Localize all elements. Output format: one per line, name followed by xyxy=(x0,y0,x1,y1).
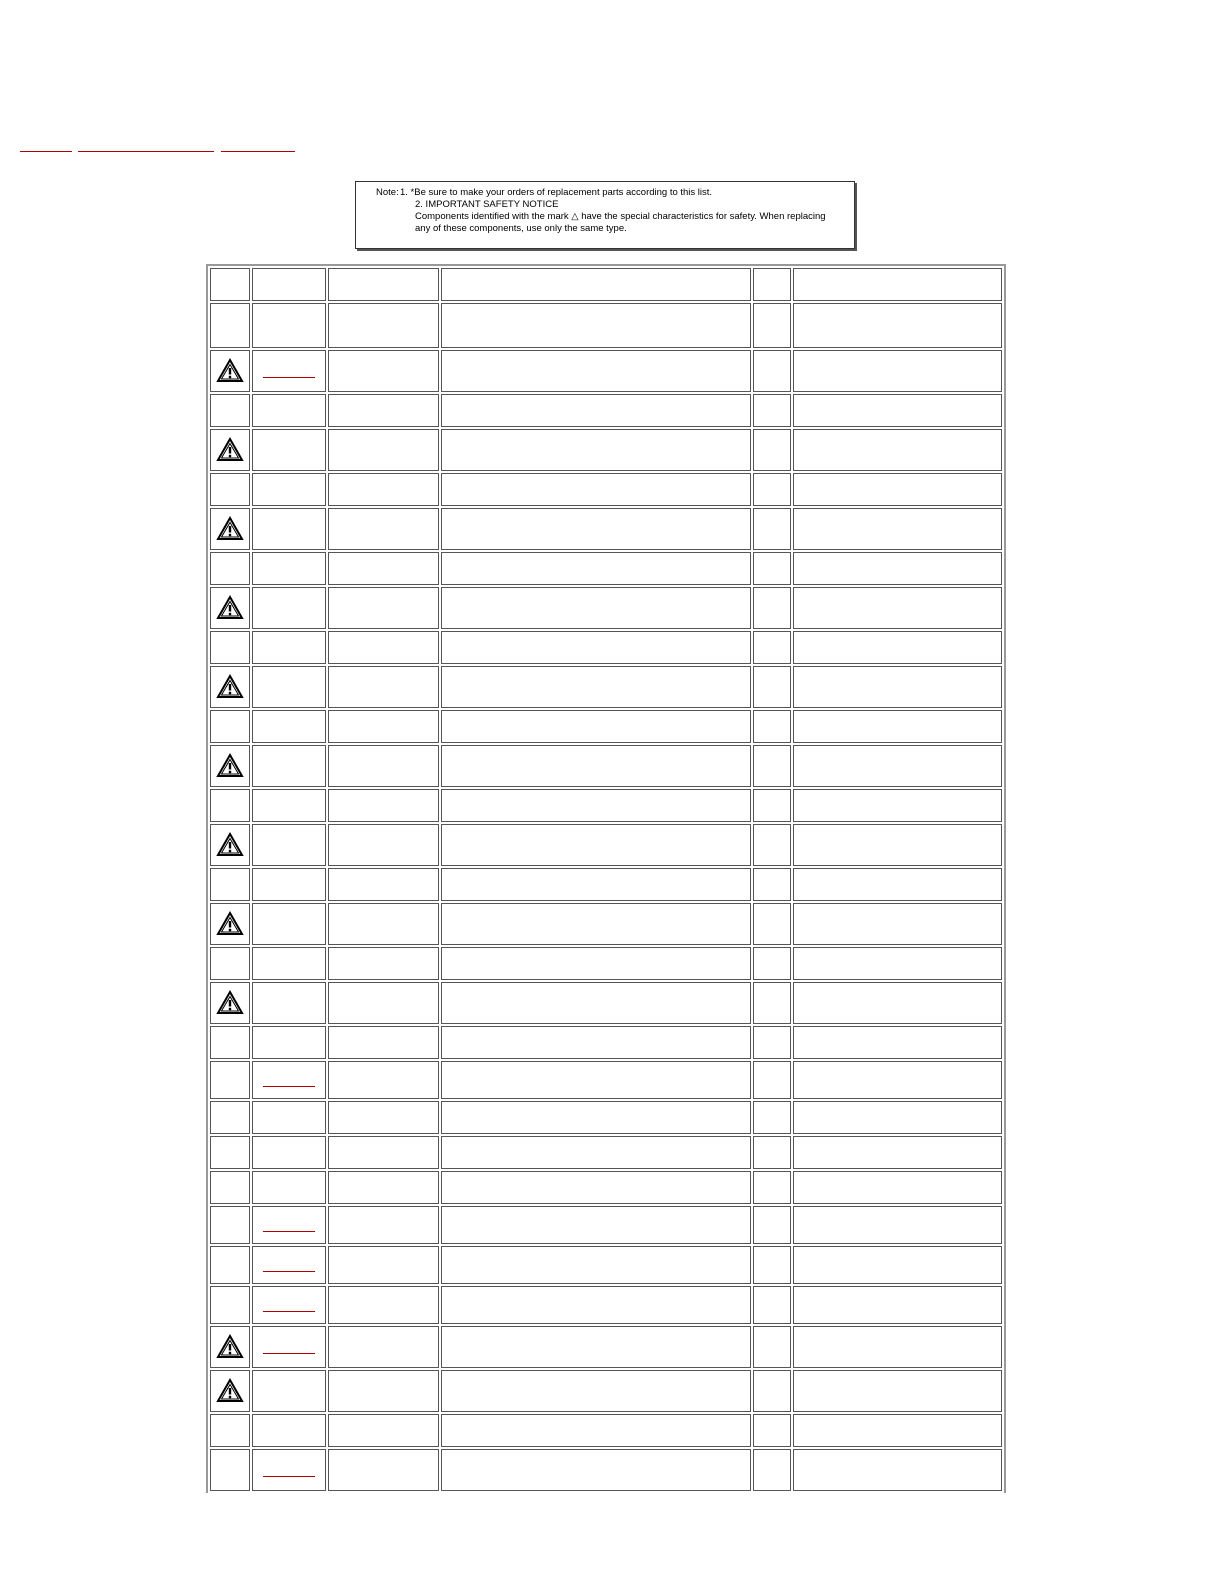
table-row xyxy=(210,1171,1002,1204)
safety-mark-cell xyxy=(210,394,250,427)
remarks-cell xyxy=(793,1326,1002,1368)
part-no-cell xyxy=(328,868,438,901)
qty-cell xyxy=(753,1061,791,1099)
part-no-cell xyxy=(328,1246,438,1284)
description-cell xyxy=(441,508,752,550)
qty-cell xyxy=(753,1101,791,1134)
remarks-cell xyxy=(793,1171,1002,1204)
part-no-cell xyxy=(328,552,438,585)
remarks-cell xyxy=(793,789,1002,822)
table-row xyxy=(210,982,1002,1024)
part-no-cell xyxy=(328,508,438,550)
note-line-2: 2. IMPORTANT SAFETY NOTICE xyxy=(415,199,559,210)
reference-link[interactable] xyxy=(263,1343,315,1354)
qty-cell xyxy=(753,666,791,708)
description-cell xyxy=(441,710,752,743)
table-row xyxy=(210,824,1002,866)
remarks-cell xyxy=(793,1449,1002,1491)
ref-cell xyxy=(252,508,326,550)
safety-mark-cell xyxy=(210,868,250,901)
remarks-cell xyxy=(793,552,1002,585)
warning-triangle-icon xyxy=(216,362,244,379)
description-cell xyxy=(441,1286,752,1324)
description-cell xyxy=(441,666,752,708)
table-row xyxy=(210,350,1002,392)
ref-cell xyxy=(252,1171,326,1204)
table-row xyxy=(210,303,1002,348)
description-cell xyxy=(441,552,752,585)
ref-cell xyxy=(252,1449,326,1491)
qty-cell xyxy=(753,552,791,585)
table-row xyxy=(210,1026,1002,1059)
qty-cell xyxy=(753,394,791,427)
note-line-1: 1. *Be sure to make your orders of replacement parts according to this list. xyxy=(400,187,713,198)
qty-cell xyxy=(753,1449,791,1491)
qty-cell xyxy=(753,631,791,664)
safety-mark-cell xyxy=(210,1449,250,1491)
ref-cell xyxy=(252,429,326,471)
safety-mark-cell xyxy=(210,1206,250,1244)
ref-cell xyxy=(252,903,326,945)
ref-cell xyxy=(252,473,326,506)
ref-cell xyxy=(252,268,326,301)
table-row xyxy=(210,268,1002,301)
warning-triangle-icon xyxy=(216,599,244,616)
table-row xyxy=(210,1286,1002,1324)
part-no-cell xyxy=(328,1136,438,1169)
table-row xyxy=(210,1449,1002,1491)
remarks-cell xyxy=(793,268,1002,301)
description-cell xyxy=(441,1171,752,1204)
ref-cell xyxy=(252,350,326,392)
description-cell xyxy=(441,903,752,945)
part-no-cell xyxy=(328,947,438,980)
remarks-cell xyxy=(793,868,1002,901)
table-row xyxy=(210,587,1002,629)
description-cell xyxy=(441,1246,752,1284)
remarks-cell xyxy=(793,947,1002,980)
note-line-4: any of these components, use only the same type. xyxy=(415,223,627,234)
remarks-cell xyxy=(793,303,1002,348)
description-cell xyxy=(441,1414,752,1447)
safety-mark-cell xyxy=(210,1326,250,1368)
safety-mark-cell xyxy=(210,1414,250,1447)
table-row xyxy=(210,745,1002,787)
description-cell xyxy=(441,824,752,866)
description-cell xyxy=(441,868,752,901)
remarks-cell xyxy=(793,1370,1002,1412)
remarks-cell xyxy=(793,982,1002,1024)
description-cell xyxy=(441,982,752,1024)
remarks-cell xyxy=(793,710,1002,743)
ref-cell xyxy=(252,394,326,427)
safety-mark-cell xyxy=(210,631,250,664)
safety-mark-cell xyxy=(210,982,250,1024)
table-row xyxy=(210,1061,1002,1099)
description-cell xyxy=(441,1449,752,1491)
ref-cell xyxy=(252,982,326,1024)
description-cell xyxy=(441,350,752,392)
qty-cell xyxy=(753,473,791,506)
ref-cell xyxy=(252,868,326,901)
part-no-cell xyxy=(328,1414,438,1447)
description-cell xyxy=(441,1326,752,1368)
qty-cell xyxy=(753,587,791,629)
safety-mark-cell xyxy=(210,587,250,629)
ref-cell xyxy=(252,1206,326,1244)
warning-triangle-icon xyxy=(216,1382,244,1399)
table-row xyxy=(210,666,1002,708)
qty-cell xyxy=(753,1246,791,1284)
description-cell xyxy=(441,268,752,301)
ref-cell xyxy=(252,1136,326,1169)
ref-cell xyxy=(252,552,326,585)
ref-cell xyxy=(252,631,326,664)
part-no-cell xyxy=(328,666,438,708)
note-line-3: Components identified with the mark △ have the special characteristics for safety. When replacing xyxy=(415,211,826,222)
qty-cell xyxy=(753,982,791,1024)
qty-cell xyxy=(753,1171,791,1204)
qty-cell xyxy=(753,1326,791,1368)
safety-mark-cell xyxy=(210,789,250,822)
ref-cell xyxy=(252,1286,326,1324)
table-row xyxy=(210,1101,1002,1134)
safety-mark-cell xyxy=(210,1370,250,1412)
safety-mark-cell xyxy=(210,903,250,945)
description-cell xyxy=(441,1061,752,1099)
description-cell xyxy=(441,473,752,506)
part-no-cell xyxy=(328,1101,438,1134)
remarks-cell xyxy=(793,473,1002,506)
table-row xyxy=(210,1326,1002,1368)
ref-cell xyxy=(252,1026,326,1059)
safety-mark-cell xyxy=(210,1171,250,1204)
safety-mark-cell xyxy=(210,824,250,866)
safety-mark-cell xyxy=(210,1026,250,1059)
remarks-cell xyxy=(793,1414,1002,1447)
part-no-cell xyxy=(328,303,438,348)
table-row xyxy=(210,710,1002,743)
remarks-cell xyxy=(793,350,1002,392)
remarks-cell xyxy=(793,1246,1002,1284)
safety-mark-cell xyxy=(210,745,250,787)
part-no-cell xyxy=(328,473,438,506)
qty-cell xyxy=(753,268,791,301)
warning-triangle-icon xyxy=(216,520,244,537)
qty-cell xyxy=(753,824,791,866)
warning-triangle-icon xyxy=(216,1338,244,1355)
reference-link[interactable] xyxy=(263,1466,315,1477)
table-row xyxy=(210,631,1002,664)
description-cell xyxy=(441,303,752,348)
ref-cell xyxy=(252,1414,326,1447)
note-label: Note: xyxy=(376,187,399,198)
part-no-cell xyxy=(328,631,438,664)
safety-mark-cell xyxy=(210,268,250,301)
description-cell xyxy=(441,429,752,471)
ref-cell xyxy=(252,1061,326,1099)
table-row xyxy=(210,789,1002,822)
table-row xyxy=(210,1414,1002,1447)
description-cell xyxy=(441,1026,752,1059)
qty-cell xyxy=(753,1206,791,1244)
ref-cell xyxy=(252,710,326,743)
safety-mark-cell xyxy=(210,666,250,708)
table-row xyxy=(210,394,1002,427)
table-row xyxy=(210,1136,1002,1169)
part-no-cell xyxy=(328,1326,438,1368)
part-no-cell xyxy=(328,587,438,629)
safety-mark-cell xyxy=(210,350,250,392)
part-no-cell xyxy=(328,982,438,1024)
remarks-cell xyxy=(793,824,1002,866)
part-no-cell xyxy=(328,394,438,427)
ref-cell xyxy=(252,1101,326,1134)
part-no-cell xyxy=(328,1370,438,1412)
remarks-cell xyxy=(793,1136,1002,1169)
reference-link[interactable] xyxy=(263,1261,315,1272)
part-no-cell xyxy=(328,745,438,787)
description-cell xyxy=(441,789,752,822)
reference-link[interactable] xyxy=(263,1076,315,1087)
part-no-cell xyxy=(328,710,438,743)
remarks-cell xyxy=(793,1286,1002,1324)
qty-cell xyxy=(753,1026,791,1059)
remarks-cell xyxy=(793,1026,1002,1059)
remarks-cell xyxy=(793,745,1002,787)
safety-mark-cell xyxy=(210,303,250,348)
remarks-cell xyxy=(793,394,1002,427)
table-row xyxy=(210,1370,1002,1412)
remarks-cell xyxy=(793,508,1002,550)
safety-mark-cell xyxy=(210,1136,250,1169)
remarks-cell xyxy=(793,1206,1002,1244)
ref-cell xyxy=(252,789,326,822)
description-cell xyxy=(441,1370,752,1412)
ref-cell xyxy=(252,1370,326,1412)
warning-triangle-icon xyxy=(216,915,244,932)
remarks-cell xyxy=(793,1101,1002,1134)
warning-triangle-icon xyxy=(216,994,244,1011)
description-cell xyxy=(441,394,752,427)
part-no-cell xyxy=(328,1026,438,1059)
ref-cell xyxy=(252,587,326,629)
ref-cell xyxy=(252,1246,326,1284)
ref-cell xyxy=(252,666,326,708)
ref-cell xyxy=(252,947,326,980)
safety-note-box xyxy=(355,181,855,249)
qty-cell xyxy=(753,1136,791,1169)
qty-cell xyxy=(753,745,791,787)
ref-cell xyxy=(252,745,326,787)
top-link-2[interactable] xyxy=(78,138,214,152)
table-row xyxy=(210,429,1002,471)
part-no-cell xyxy=(328,429,438,471)
warning-triangle-icon xyxy=(216,757,244,774)
reference-link[interactable] xyxy=(263,367,315,378)
ref-cell xyxy=(252,303,326,348)
top-link-1[interactable] xyxy=(20,138,72,152)
part-no-cell xyxy=(328,268,438,301)
top-link-3[interactable] xyxy=(221,138,295,152)
part-no-cell xyxy=(328,1449,438,1491)
description-cell xyxy=(441,631,752,664)
description-cell xyxy=(441,745,752,787)
qty-cell xyxy=(753,508,791,550)
remarks-cell xyxy=(793,666,1002,708)
table-row xyxy=(210,473,1002,506)
description-cell xyxy=(441,1136,752,1169)
description-cell xyxy=(441,1101,752,1134)
table-row xyxy=(210,868,1002,901)
safety-mark-cell xyxy=(210,1286,250,1324)
qty-cell xyxy=(753,868,791,901)
ref-cell xyxy=(252,1326,326,1368)
reference-link[interactable] xyxy=(263,1301,315,1312)
warning-triangle-icon xyxy=(216,678,244,695)
safety-mark-cell xyxy=(210,710,250,743)
description-cell xyxy=(441,587,752,629)
ref-cell xyxy=(252,824,326,866)
remarks-cell xyxy=(793,429,1002,471)
parts-list-table xyxy=(206,264,1006,1493)
warning-triangle-icon xyxy=(216,441,244,458)
qty-cell xyxy=(753,1414,791,1447)
remarks-cell xyxy=(793,587,1002,629)
safety-mark-cell xyxy=(210,473,250,506)
part-no-cell xyxy=(328,1206,438,1244)
reference-link[interactable] xyxy=(263,1221,315,1232)
table-row xyxy=(210,552,1002,585)
part-no-cell xyxy=(328,1061,438,1099)
part-no-cell xyxy=(328,789,438,822)
qty-cell xyxy=(753,947,791,980)
qty-cell xyxy=(753,350,791,392)
remarks-cell xyxy=(793,903,1002,945)
description-cell xyxy=(441,947,752,980)
safety-mark-cell xyxy=(210,1061,250,1099)
table-row xyxy=(210,1246,1002,1284)
safety-mark-cell xyxy=(210,1246,250,1284)
qty-cell xyxy=(753,903,791,945)
part-no-cell xyxy=(328,824,438,866)
table-row xyxy=(210,508,1002,550)
part-no-cell xyxy=(328,1171,438,1204)
table-row xyxy=(210,1206,1002,1244)
safety-mark-cell xyxy=(210,508,250,550)
table-row xyxy=(210,947,1002,980)
parts-list-body xyxy=(210,268,1002,1491)
qty-cell xyxy=(753,303,791,348)
safety-mark-cell xyxy=(210,1101,250,1134)
qty-cell xyxy=(753,1286,791,1324)
part-no-cell xyxy=(328,1286,438,1324)
qty-cell xyxy=(753,789,791,822)
qty-cell xyxy=(753,429,791,471)
table-row xyxy=(210,903,1002,945)
description-cell xyxy=(441,1206,752,1244)
remarks-cell xyxy=(793,1061,1002,1099)
warning-triangle-icon xyxy=(216,836,244,853)
safety-mark-cell xyxy=(210,552,250,585)
safety-mark-cell xyxy=(210,947,250,980)
remarks-cell xyxy=(793,631,1002,664)
safety-mark-cell xyxy=(210,429,250,471)
qty-cell xyxy=(753,710,791,743)
qty-cell xyxy=(753,1370,791,1412)
part-no-cell xyxy=(328,903,438,945)
part-no-cell xyxy=(328,350,438,392)
